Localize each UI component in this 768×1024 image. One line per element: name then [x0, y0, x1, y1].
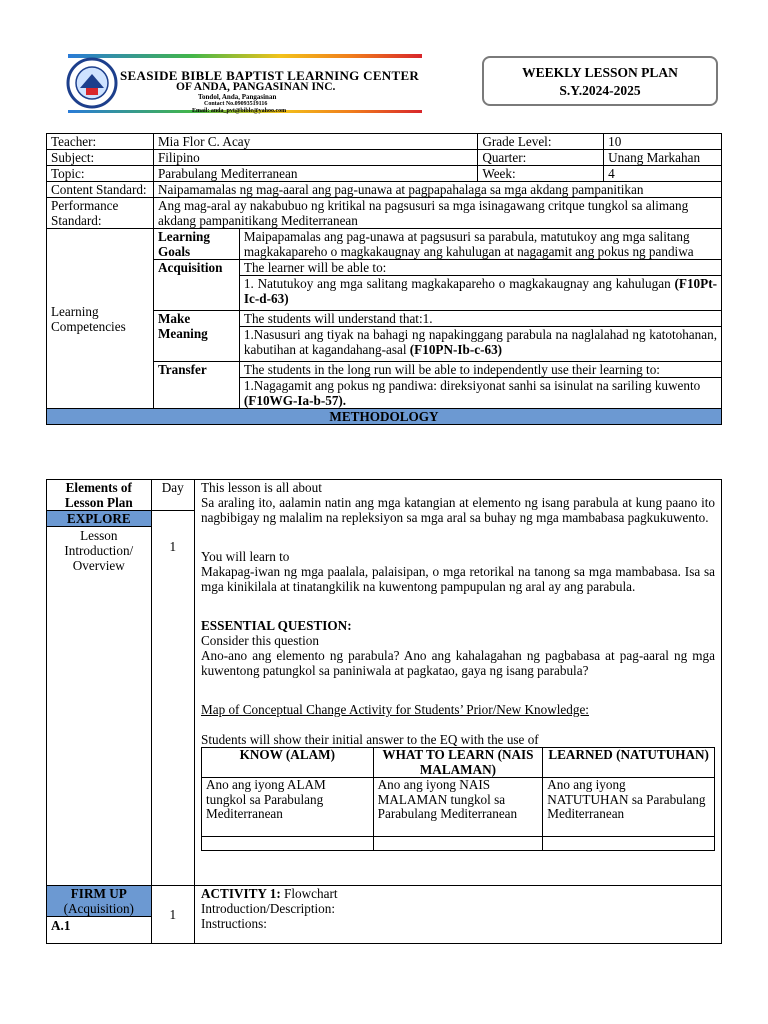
school-address: Tondol, Anda, Pangasinan: [198, 93, 277, 101]
kwl-header-what-to-learn: WHAT TO LEARN (NAIS MALAMAN): [373, 748, 543, 778]
methodology-header-row: [47, 480, 722, 511]
transfer-item: [239, 378, 721, 409]
topic-row: [47, 166, 722, 182]
day-label: Day: [151, 480, 194, 511]
kwl-cell-learned: Ano ang iyong NATUTUHAN sa Parabulang Mediterranean: [543, 778, 715, 837]
kwl-header-learned: LEARNED (NATUTUHAN): [543, 748, 715, 778]
map-of-conceptual-change-title: [201, 702, 715, 717]
acquisition-label: Acquisition: [153, 260, 239, 311]
kwl-table: [201, 747, 715, 851]
transfer-label: Transfer: [153, 362, 239, 409]
methodology-heading: METHODOLOGY: [47, 409, 722, 425]
content-standard-row: [47, 182, 722, 198]
acquisition-item-text: 1. Natutukoy ang mga salitang magkakapareho o magkakaugnay ang kahulugan: [243, 276, 671, 291]
learning-competencies-label: Learning Competencies: [47, 229, 154, 409]
transfer-code: (F10WG-Ia-b-57).: [243, 393, 347, 408]
kwl-cell-know: Ano ang iyong ALAM tungkol sa Parabulang Mediterranean: [201, 778, 373, 837]
explore-day-value: 1: [151, 511, 194, 886]
firm-up-day-value: 1: [151, 886, 194, 944]
grade-label: Grade Level:: [478, 134, 604, 150]
title-line-1: WEEKLY LESSON PLAN: [522, 65, 678, 80]
elements-of-lesson-plan-label: Elements of Lesson Plan: [47, 480, 152, 511]
teacher-label: Teacher:: [47, 134, 154, 150]
explore-label: EXPLORE: [47, 511, 151, 527]
content-standard-label: Content Standard:: [47, 182, 154, 198]
performance-standard-label: Performance Standard:: [47, 198, 154, 229]
quarter-value: Unang Markahan: [604, 150, 722, 166]
firm-up-cell: [47, 886, 152, 944]
grade-value: 10: [604, 134, 722, 150]
a1-label: A.1: [47, 916, 151, 934]
performance-standard-row: [47, 198, 722, 229]
essential-question-text: Ano-ano ang elemento ng parabula? Ano ang kahalagahan ng pagbabasa at pag-aaral ng mga kuwentong patungkol sa paniniwala at pagkatao, gaya ng isang parabula?: [200, 648, 715, 678]
firm-up-row: [47, 886, 722, 944]
introduction-description-label: Introduction/Description:: [200, 901, 336, 916]
make-meaning-item-text: 1.Nasusuri ang tiyak na bahagi ng napakinggang parabula na naglalahad ng katotohanan, kabutihan at kagandahang-asal: [243, 327, 717, 357]
activity-1-line: [201, 886, 717, 901]
make-meaning-item: [239, 327, 721, 362]
learning-goals-row: [47, 229, 722, 260]
learning-goals-label: Learning Goals: [153, 229, 239, 260]
methodology-heading-row: [47, 409, 722, 425]
week-value: 4: [604, 166, 722, 182]
school-name-line2: OF ANDA, PANGASINAN INC.: [176, 81, 336, 93]
subject-row: [47, 150, 722, 166]
learning-goals-text: Maipapamalas ang pag-unawa at pagsusuri sa parabula, matutukoy ang mga salitang magkakapareho o magkakaugnay ang kahulugan at nagagamit ang pokus ng pandiwa: [239, 229, 721, 260]
explore-content: [194, 480, 721, 886]
instructions-label: Instructions:: [200, 916, 267, 931]
acquisition-item: [239, 276, 721, 311]
essential-question-consider: Consider this question: [200, 633, 319, 648]
kwl-prompt-row: [201, 778, 714, 837]
make-meaning-label: Make Meaning: [153, 311, 239, 362]
firm-up-label: [47, 886, 151, 916]
make-meaning-code: (F10PN-Ib-c-63): [409, 342, 503, 357]
kwl-cell-what-to-learn: Ano ang iyong NAIS MALAMAN tungkol sa Parabulang Mediterranean: [373, 778, 543, 837]
transfer-intro: The students in the long run will be able to independently use their learning to:: [239, 362, 721, 378]
kwl-header-row: [201, 748, 714, 778]
teacher-value: Mia Flor C. Acay: [153, 134, 477, 150]
kwl-empty-cell-3[interactable]: [543, 837, 715, 851]
kwl-empty-row: [201, 837, 714, 851]
subject-value: Filipino: [153, 150, 477, 166]
make-meaning-intro: The students will understand that:1.: [239, 311, 721, 327]
activity-1-name: Flowchart: [284, 886, 338, 901]
acquisition-code: (F10Pt-Ic-d-63): [243, 276, 717, 306]
methodology-table: [46, 479, 722, 944]
title-line-2: S.Y.2024-2025: [559, 83, 641, 98]
firm-up-acquisition: (Acquisition): [63, 901, 134, 916]
school-contact: Contact No.09093519116: [204, 101, 268, 107]
acquisition-intro: The learner will be able to:: [239, 260, 721, 276]
firm-up-title: FIRM UP: [70, 886, 127, 901]
school-email: Email: anda_pvt@bible@yahoo.com: [192, 108, 287, 114]
topic-label: Topic:: [47, 166, 154, 182]
essential-question-heading: ESSENTIAL QUESTION:: [200, 618, 352, 633]
topic-value: Parabulang Mediterranean: [153, 166, 477, 182]
weekly-lesson-plan-title-box: [482, 56, 718, 106]
students-initial-answer-line: Students will show their initial answer to the EQ with the use of: [200, 732, 539, 747]
kwl-empty-cell-1[interactable]: [201, 837, 373, 851]
about-line: This lesson is all about: [200, 480, 322, 495]
subject-label: Subject:: [47, 150, 154, 166]
learn-line: You will learn to: [200, 549, 290, 564]
week-label: Week:: [478, 166, 604, 182]
explore-cell: [47, 511, 152, 886]
transfer-item-text: 1.Nagagamit ang pokus ng pandiwa: direksiyonat sanhi sa isinulat na sariling kuwento: [243, 378, 701, 393]
performance-standard-value: Ang mag-aral ay nakabubuo ng kritikal na pagsusuri sa mga isinagawang critque tungkol sa alimang akdang pampanitikang Mediterranean: [153, 198, 721, 229]
content-standard-value: Naipamamalas ng mag-aaral ang pag-unawa at pagpapahalaga sa mga akdang pampanitikan: [153, 182, 721, 198]
lesson-info-table: [46, 133, 722, 425]
teacher-row: [47, 134, 722, 150]
lesson-introduction-label: Lesson Introduction/ Overview: [64, 528, 134, 573]
about-text: Sa araling ito, aalamin natin ang mga katangian at elemento ng isang parabula at kung paano ito nagbibigay ng malalim na repleksiyon sa mga aral sa buhay ng mga mambabasa pagkukuwento.: [200, 495, 715, 525]
kwl-header-know: KNOW (ALAM): [201, 748, 373, 778]
quarter-label: Quarter:: [478, 150, 604, 166]
firm-up-content: [194, 886, 721, 944]
activity-1-label: ACTIVITY 1:: [200, 886, 281, 901]
school-name: SEASIDE BIBLE BAPTIST LEARNING CENTER: [120, 68, 420, 83]
map-title-text: Map of Conceptual Change Activity for Students’ Prior/New Knowledge:: [200, 702, 589, 717]
kwl-empty-cell-2[interactable]: [373, 837, 543, 851]
learn-text: Makapag-iwan ng mga paalala, palaisipan, o mga retorikal na tanong sa mga mambabasa. Isa sa mga kinikilala at tinatangkilik na kuwentong pampupulan ng aral ay ang parabula.: [200, 564, 715, 594]
